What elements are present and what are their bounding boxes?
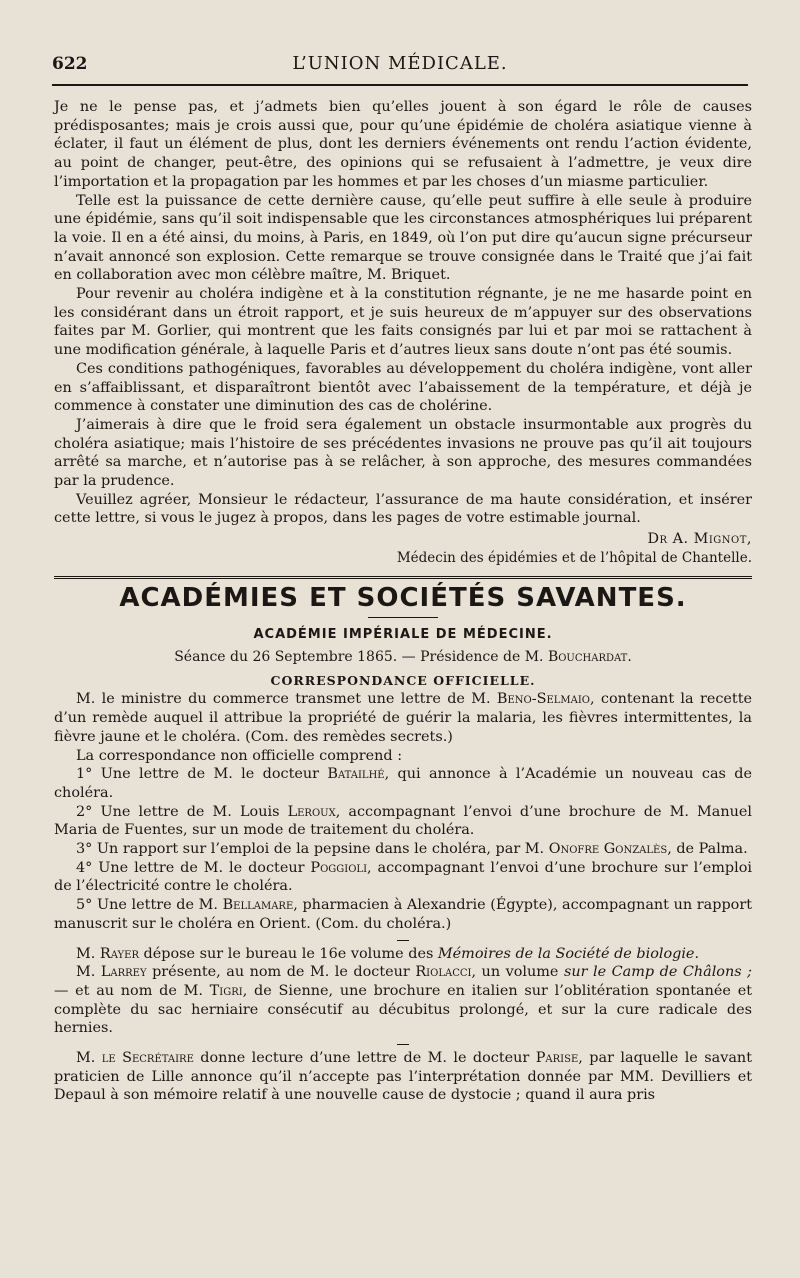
person-name: Larrey — [100, 964, 147, 981]
person-name: Parise — [535, 1050, 579, 1067]
text-fragment: — et au nom de M. — [54, 982, 210, 999]
text-fragment: , de Palma. — [667, 841, 748, 858]
italic-title: Mémoires de la Société de biologie. — [437, 945, 700, 962]
title-rule — [368, 617, 438, 618]
letter-paragraph: Veuillez agréer, Monsieur le rédacteur, l’assurance de ma haute considération, et insérer cette lettre, si vous le jugez à propos, dans les pages de votre estimable journal. — [54, 491, 752, 527]
text-fragment: 3° Un rapport sur l’emploi de la pepsine dans le choléra, par M. — [76, 841, 549, 858]
official-correspondance — [54, 690, 752, 746]
page-body — [54, 98, 752, 1105]
correspondance-item — [54, 803, 752, 840]
rayer-paragraph — [54, 945, 752, 964]
text-fragment: présente, au nom de M. le docteur — [146, 964, 416, 981]
letter-signature: Dr A. Mignot, — [647, 531, 752, 548]
text-fragment: 2° Une lettre de M. Louis — [76, 803, 288, 820]
larrey-paragraph — [54, 963, 752, 1038]
text-fragment: , pharmacien à Alexandrie (Égypte), accompagnant un rapport manuscrit sur le choléra en Orient. (Com. du choléra.) — [54, 897, 752, 932]
text-fragment: M. le ministre du commerce transmet une lettre de M. — [76, 691, 497, 708]
person-name: Tigri — [209, 982, 243, 999]
person-name: Leroux — [287, 803, 336, 820]
text-fragment: 4° Une lettre de M. le docteur — [76, 859, 311, 876]
person-name: Bellamare — [222, 897, 294, 914]
president-name: Bouchardat. — [547, 648, 632, 665]
seance-text: Séance du 26 Septembre 1865. — Présidence de M. — [174, 648, 548, 665]
section-title: ACADÉMIES ET SOCIÉTÉS SAVANTES. — [119, 582, 687, 613]
correspondance-item — [54, 859, 752, 896]
letter-paragraph: Telle est la puissance de cette dernière cause, qu’elle peut suffire à elle seule à produire une épidémie, sans qu’il soit indispensable que les circonstances atmosphériques lui préparent la voie. Il en a été ainsi, du moins, à Paris, en 1849, où l’on put dire qu’aucun signe précurseur n’avait annoncé son explosion. Cette remarque se trouve consignée dans le Traité que j’ai fait en collaboration avec mon célèbre maître, M. Briquet. — [54, 192, 752, 284]
correspondance-item — [54, 840, 752, 859]
text-fragment: M. — [76, 945, 100, 962]
academy-heading: ACADÉMIE IMPÉRIALE DE MÉDECINE. — [253, 627, 553, 643]
text-fragment: , accompagnant l’envoi d’une brochure sur l’emploi de l’électricité contre le choléra. — [54, 859, 753, 895]
person-name: Rayer — [99, 945, 139, 962]
person-name: M. le Secrétaire — [76, 1050, 194, 1067]
unofficial-intro: La correspondance non officielle comprend : — [76, 747, 403, 764]
page-header — [52, 48, 748, 78]
text-fragment: 5° Une lettre de M. — [76, 897, 223, 914]
letter-paragraph: Je ne le pense pas, et j’admets bien qu’elles jouent à son égard le rôle de causes prédisposantes; mais je crois aussi que, pour qu’une épidémie de choléra asiatique vienne à éclater, il faut un élément de plus, dont les derniers événements ont rendu l’action évidente, au point de changer, peut-être, des opinions qui se refusaient à l’admettre, je veux dire l’importation et la propagation par les hommes et par les choses d’un miasme particulier. — [54, 99, 752, 190]
text-fragment: , par laquelle le savant praticien de Lille annonce qu’il n’accepte pas l’interprétation donnée par MM. Devilliers et Depaul à son mémoire relatif à une nouvelle cause de dystocie ; quand il aura pris — [54, 1050, 752, 1104]
text-fragment: , qui annonce à l’Académie un nouveau cas de choléra. — [54, 766, 753, 801]
secretaire-paragraph — [54, 1049, 752, 1105]
text-fragment: , de Sienne, une brochure en italien sur l’oblitération spontanée et complète du sac herniaire consécutif au décubitus prolongé, et sur la cure radicale des hernies. — [54, 982, 752, 1037]
text-fragment: , accompagnant l’envoi d’une brochure de M. Manuel Maria de Fuentes, sur un mode de traitement du choléra. — [54, 803, 752, 839]
text-fragment: 1° Une lettre de M. le docteur — [76, 766, 328, 783]
text-fragment: donne lecture d’une lettre de M. le docteur — [193, 1050, 536, 1067]
running-title: L’UNION MÉDICALE. — [292, 53, 508, 74]
letter-paragraph: J’aimerais à dire que le froid sera également un obstacle insurmontable aux progrès du choléra asiatique; mais l’histoire de ses précédentes invasions ne prouve pas qu’il ait toujours arrêté sa marche, et n’autorise pas à se relâcher, à son approche, des mesures commandées par la prudence. — [54, 416, 752, 490]
person-name: Beno-Selmaio, — [496, 691, 595, 708]
correspondance-item — [54, 896, 752, 933]
person-name: Onofre Gonzalès — [548, 841, 668, 858]
letter-paragraph: Pour revenir au choléra indigène et à la constitution régnante, je ne me hasarde point en les considérant dans un étroit rapport, et je suis heureux de m’appuyer sur des observations faites par M. Gorlier, qui montrent que les faits consignés par lui et par moi se rattachent à une modification générale, à laquelle Paris et d’autres lieux sans doute n’ont pas été soumis. — [54, 286, 752, 359]
section-divider — [54, 576, 752, 579]
header-rule — [52, 84, 748, 86]
text-fragment: M. — [76, 964, 101, 981]
separator-rule — [397, 940, 409, 941]
seance-line — [54, 648, 752, 667]
text-fragment: dépose sur le bureau le 16e volume des — [138, 945, 438, 962]
correspondance-item — [54, 765, 752, 802]
person-name: Riolacci — [415, 964, 472, 981]
separator-rule — [397, 1044, 409, 1045]
letter-signature-role: Médecin des épidémies et de l’hôpital de Chantelle. — [396, 549, 752, 566]
text-fragment: , un volume — [471, 964, 564, 981]
letter-paragraph: Ces conditions pathogéniques, favorables au développement du choléra indigène, vont aller en s’affaiblissant, et disparaîtront bientôt avec l’abaissement de la température, et déjà je commence à constater une diminution des cas de cholérine. — [54, 360, 752, 415]
italic-title: sur le Camp de Châlons ; — [563, 964, 752, 981]
correspondance-heading: CORRESPONDANCE OFFICIELLE. — [270, 672, 536, 688]
person-name: Batailhé — [327, 766, 385, 783]
text-fragment: contenant la recette d’un remède auquel il attribue la propriété de guérir la malaria, les fièvres intermittentes, la fièvre jaune et le choléra. (Com. des remèdes secrets.) — [54, 691, 752, 745]
page-number: 622 — [52, 54, 88, 74]
person-name: Poggioli — [310, 859, 368, 876]
